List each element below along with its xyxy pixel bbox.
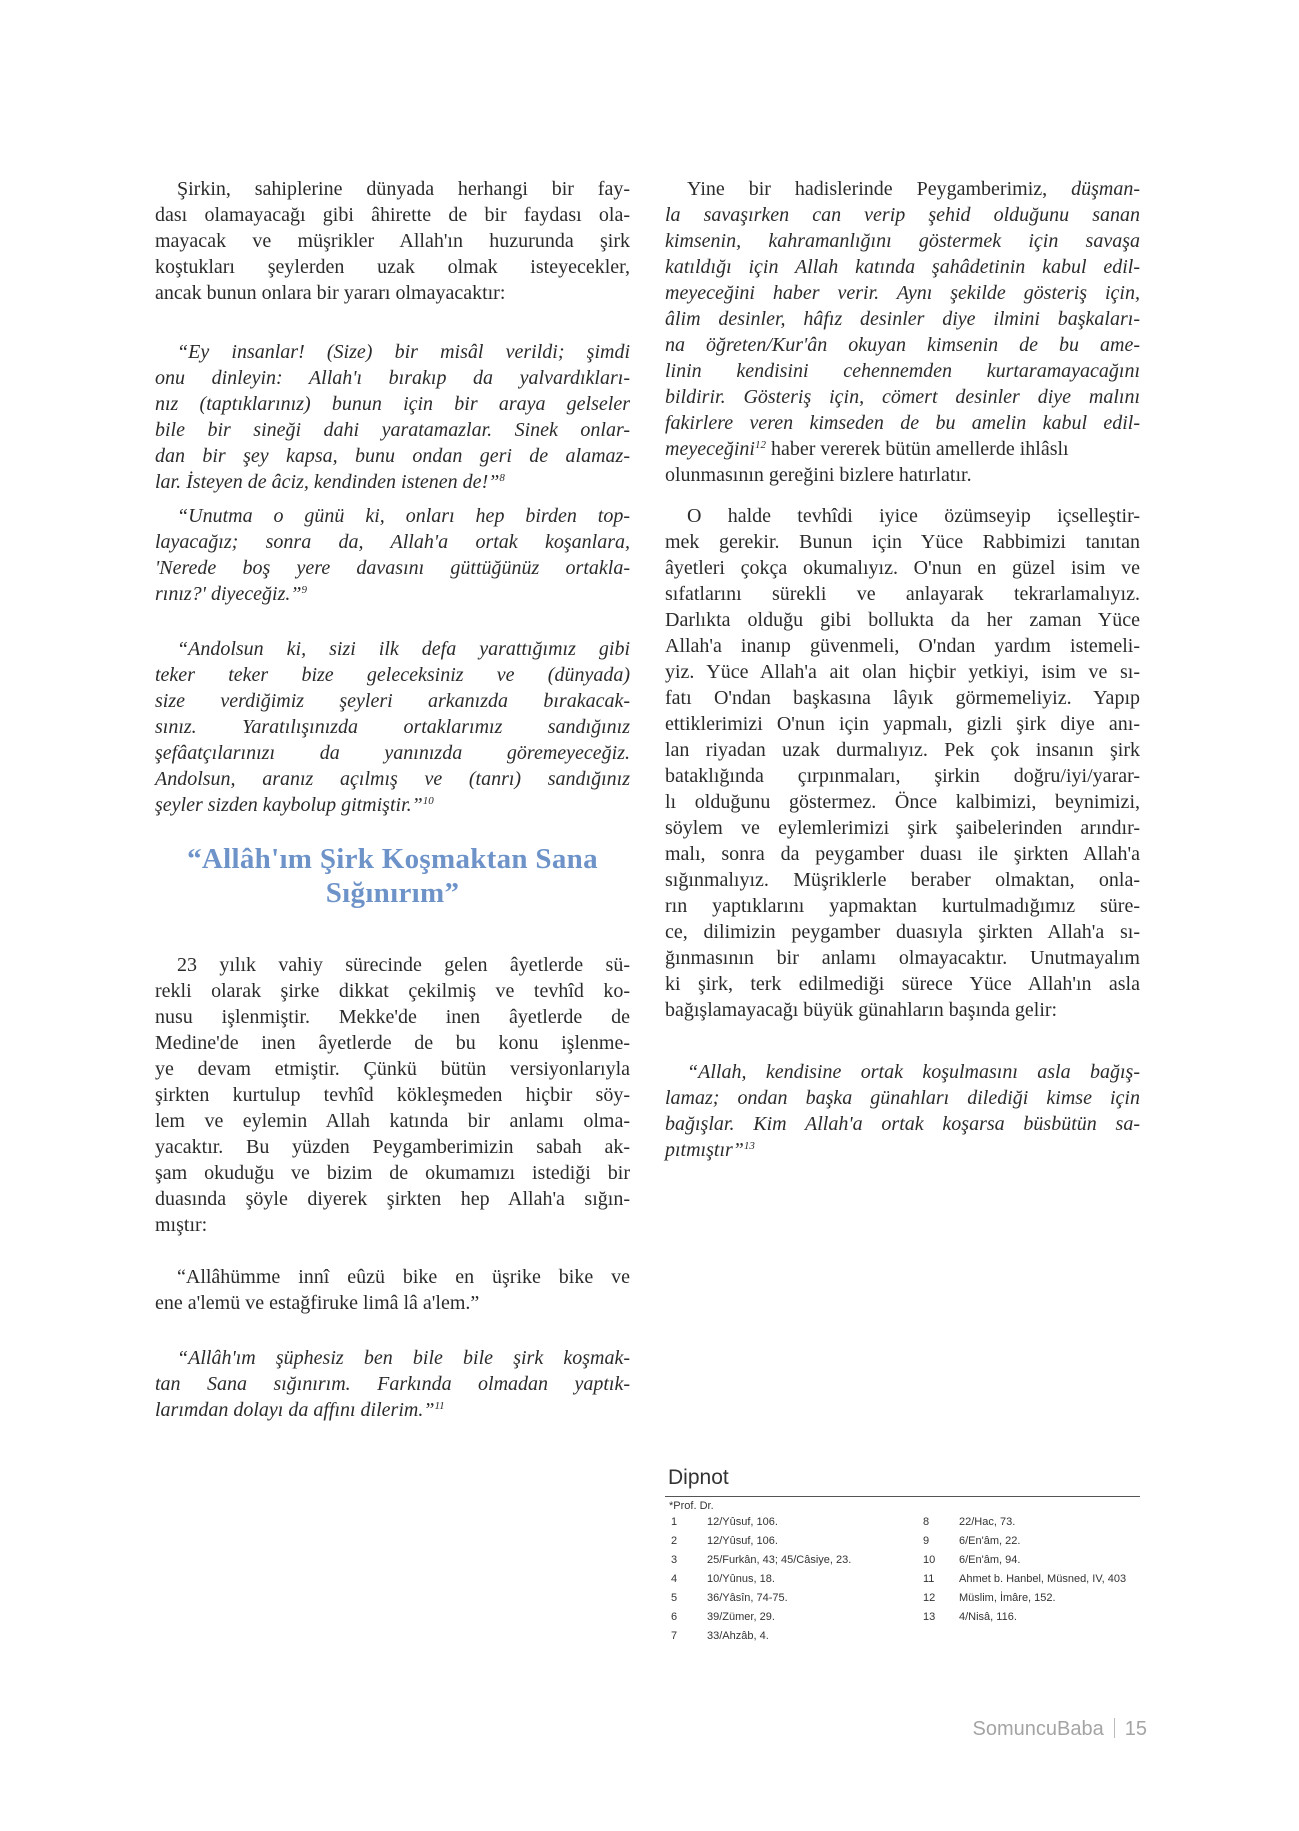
paragraph-line: la savaşırken can verip şehid olduğunu sanan <box>665 204 1140 226</box>
quote-line: şefâatçılarınızı da yanınızda göremeyeceğiz. <box>155 742 630 764</box>
paragraph-line: meyeceğini haber verir. Aynı şekilde gösteriş için, <box>665 282 1140 304</box>
quote-line: size verdiğimiz şeyleri arkanızda bırakacak- <box>155 690 630 712</box>
paragraph-line: nusu işlenmiştir. Mekke'de inen âyetlerde de <box>155 1006 630 1028</box>
paragraph-line: katıldığı için Allah katında şahâdetinin kabul edil- <box>665 256 1140 278</box>
paragraph-line: Şirkin, sahiplerine dünyada herhangi bir fay- <box>177 178 630 200</box>
quote-line: teker teker bize geleceksiniz ve (dünyada) <box>155 664 630 686</box>
footnote-ref[interactable]: 11 <box>434 1400 445 1412</box>
quote-line: Andolsun, aranız açılmış ve (tanrı) sandığınız <box>155 768 630 790</box>
paragraph-line: kimsenin, kahramanlığını göstermek için savaşa <box>665 230 1140 252</box>
paragraph-line: lem ve eylemin Allah katında bir anlamı olma- <box>155 1110 630 1132</box>
page-footer <box>973 1716 1147 1742</box>
paragraph-line: rekli olarak şirke dikkat çekilmiş ve tevhîd ko- <box>155 980 630 1002</box>
footnote-item: 4 10/Yûnus, 18. <box>671 1573 775 1585</box>
quote-line: larımdan dolayı da affını dilerim.”$^{11}$ <box>155 1399 445 1421</box>
paragraph-line: yacaktır. Bu yüzden Peygamberimizin sabah ak- <box>155 1136 630 1158</box>
paragraph-line: mıştır: <box>155 1214 208 1236</box>
paragraph-line: mek gerekir. Bunun için Yüce Rabbimizi tanıtan <box>665 531 1140 553</box>
footnote-item: 10 6/En'âm, 94. <box>923 1554 1021 1566</box>
footnote-item: 1 12/Yûsuf, 106. <box>671 1516 778 1528</box>
footnote-item: 7 33/Ahzâb, 4. <box>671 1630 769 1642</box>
footnote-item: 5 36/Yâsîn, 74-75. <box>671 1592 788 1604</box>
brand-name-baba: Baba <box>1057 1718 1104 1740</box>
footnote-ref[interactable]: 13 <box>743 1140 755 1152</box>
paragraph-line: ğınmasının bir anlamı olmayacaktır. Unutmayalım <box>665 947 1140 969</box>
paragraph-line: koştukları şeylerden uzak olmak isteyecekler, <box>155 256 630 278</box>
quote-line: “Unutma o günü ki, onları hep birden top- <box>177 505 630 527</box>
footnote-item: 3 25/Furkân, 43; 45/Câsiye, 23. <box>671 1554 852 1566</box>
quote-line: 'Nerede boş yere davasını güttüğünüz ortakla- <box>155 557 630 579</box>
paragraph-line: ki şirk, terk edilmediği sürece Yüce Allah'ın asla <box>665 973 1140 995</box>
quote-line: sınız. Yaratılışınızda ortaklarımız sandığınız <box>155 716 630 738</box>
page-number: 15 <box>1124 1718 1147 1740</box>
paragraph-line: ce, dilimizin peygamber duasıyla şirkten Allah'a sı- <box>665 921 1140 943</box>
quote-line: “Allâh'ım şüphesiz ben bile bile şirk koşmak- <box>177 1347 630 1369</box>
paragraph-line: ye devam etmiştir. Çünkü bütün versiyonlarıyla <box>155 1058 630 1080</box>
paragraph-line: fakirlere veren kimseden de bu amelin kabul edil- <box>665 412 1140 434</box>
paragraph-line: âlim desinler, hâfız desinler diye ilmini başkaları- <box>665 308 1140 330</box>
paragraph-line: malı, sonra da peygamber duası ile şirkten Allah'a <box>665 843 1140 865</box>
section-heading: “Allâh'ım Şirk Koşmaktan Sana Sığınırım” <box>187 843 598 909</box>
paragraph-line: olunmasının gereğini bizlere hatırlatır. <box>665 464 972 486</box>
paragraph-line: bataklığında çırpınmaları, şirkin doğru/iyi/yarar- <box>665 765 1140 787</box>
dua-transliteration-line: ene a'lemü ve estağfiruke limâ lâ a'lem.” <box>155 1292 480 1314</box>
quote-line: lamaz; ondan başka günahları dilediği kimse için <box>665 1087 1140 1109</box>
brand-name-somuncu: Somuncu <box>972 1718 1058 1740</box>
footnote-item: 8 22/Hac, 73. <box>923 1516 1016 1528</box>
quote-line: onu dinleyin: Allah'ı bırakıp da yalvardıkları- <box>155 367 630 389</box>
paragraph-line: bağışlamayacağı büyük günahların başında gelir: <box>665 999 1058 1021</box>
author-note: *Prof. Dr. <box>669 1500 714 1512</box>
quote-line: dan bir şey kapsa, bunu ondan geri de alamaz- <box>155 445 630 467</box>
paragraph-line: şam okuduğu ve bizim de okumamızı istediği bir <box>155 1162 630 1184</box>
quote-line: tan Sana sığınırım. Farkında olmadan yaptık- <box>155 1373 630 1395</box>
footnote-item: 13 4/Nisâ, 116. <box>923 1611 1017 1623</box>
quote-line: bağışlar. Kim Allah'a ortak koşarsa büsbütün sa- <box>665 1113 1140 1135</box>
footnote-item: 9 6/En'âm, 22. <box>923 1535 1021 1547</box>
paragraph-line: lan riyadan uzak durmalıyız. Pek çok insanın şirk <box>665 739 1140 761</box>
quote-line: nız (taptıklarınız) bunun için bir araya gelseler <box>155 393 630 415</box>
paragraph-line: duasında şöyle diyerek şirkten hep Allah'a sığın- <box>155 1188 630 1210</box>
paragraph-line: Yine bir hadislerinde Peygamberimiz, düşman- <box>687 178 1140 200</box>
footnote-ref[interactable]: 12 <box>754 439 766 451</box>
dua-transliteration-line: “Allâhümme innî eûzü bike en üşrike bike ve <box>177 1266 630 1288</box>
paragraph-line: Allah'a inanıp güvenmeli, O'ndan yardım istemeli- <box>665 635 1140 657</box>
paragraph-line: bildirir. Gösteriş için, cömert desinler diye malını <box>665 386 1140 408</box>
paragraph-line: sığınmalıyız. Müşriklerle beraber olmaktan, onla- <box>665 869 1140 891</box>
footnotes-title: Dipnot <box>668 1466 729 1489</box>
footnotes-divider <box>665 1496 1140 1497</box>
paragraph-line: mayacak ve müşrikler Allah'ın huzurunda şirk <box>155 230 630 252</box>
paragraph-line: ettiklerimizi O'nun için yapmalı, gizli şirk diye anı- <box>665 713 1140 735</box>
footnote-ref[interactable]: 8 <box>499 472 505 484</box>
paragraph-line: yiz. Yüce Allah'a ait olan hiçbir yetkiyi, isim ve sı- <box>665 661 1140 683</box>
paragraph-line: şirkten kurtulup tevhîd kökleşmeden hiçbir söy- <box>155 1084 630 1106</box>
paragraph-line: Medine'de inen âyetlerde de bu konu işlenme- <box>155 1032 630 1054</box>
paragraph-line: Darlıkta olduğu gibi bollukta da her zaman Yüce <box>665 609 1140 631</box>
footnote-ref[interactable]: 9 <box>301 584 307 596</box>
footer-divider <box>1114 1718 1115 1738</box>
quote-line: layacağız; sonra da, Allah'a ortak koşanlara, <box>155 531 630 553</box>
footnote-item: 6 39/Zümer, 29. <box>671 1611 775 1623</box>
paragraph-line: ancak bunun onlara bir yararı olmayacaktır: <box>155 282 506 304</box>
paragraph-line: na öğreten/Kur'ân okuyan kimsenin de bu ame- <box>665 334 1140 356</box>
quote-line: şeyler sizden kaybolup gitmiştir.”$^{10}$ <box>155 794 434 816</box>
paragraph-line: O halde tevhîdi iyice özümseyip içselleştir- <box>687 505 1140 527</box>
footnote-item: 11 Ahmet b. Hanbel, Müsned, IV, 403 <box>923 1573 1127 1585</box>
paragraph-line: fatı O'ndan başkasına lâyık görmemeliyiz. Yapıp <box>665 687 1140 709</box>
quote-line: “Andolsun ki, sizi ilk defa yarattığımız gibi <box>177 638 630 660</box>
footnote-item: 2 12/Yûsuf, 106. <box>671 1535 778 1547</box>
paragraph-line: sıfatlarını sürekli ve anlayarak tekrarlamalıyız. <box>665 583 1140 605</box>
quote-line: “Allah, kendisine ortak koşulmasını asla bağış- <box>687 1061 1140 1083</box>
paragraph-line: meyeceğini$^{12}$ haber vererek bütün amellerde ihlâslı <box>665 438 1069 460</box>
quote-line: “Ey insanlar! (Size) bir misâl verildi; şimdi <box>177 341 630 363</box>
paragraph-line: linin kendisini cehennemden kurtaramayacağını <box>665 360 1140 382</box>
quote-line: rınız?' diyeceğiz.”$^9$ <box>155 583 307 605</box>
quote-line: bile bir sineği dahi yaratamazlar. Sinek onlar- <box>155 419 630 441</box>
footnote-item: 12 Müslim, İmâre, 152. <box>923 1592 1056 1604</box>
quote-line: lar. İsteyen de âciz, kendinden istenen de!”$^8$ <box>155 471 505 493</box>
paragraph-line: söylem ve eylemlerimizi şirk şaibelerinden arındır- <box>665 817 1140 839</box>
quote-line: pıtmıştır”$^{13}$ <box>665 1139 755 1161</box>
paragraph-line: 23 yılık vahiy sürecinde gelen âyetlerde sü- <box>177 954 630 976</box>
paragraph-line: dası olamayacağı gibi âhirette de bir faydası ola- <box>155 204 630 226</box>
footnote-ref[interactable]: 10 <box>422 795 434 807</box>
paragraph-line: lı olduğunu göstermez. Önce kalbimizi, beynimizi, <box>665 791 1140 813</box>
paragraph-line: rın yaptıklarını yapmaktan kurtulmadığımız süre- <box>665 895 1140 917</box>
paragraph-line: âyetleri çokça okumalıyız. O'nun en güzel isim ve <box>665 557 1140 579</box>
